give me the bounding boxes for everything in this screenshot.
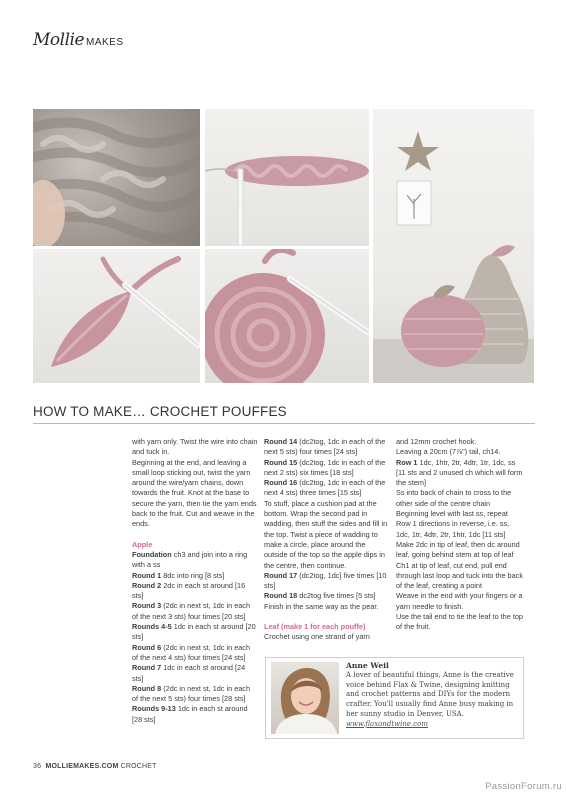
- row-text: 1dc in each st around [28 sts]: [132, 704, 248, 724]
- brand-logo: [33, 30, 124, 50]
- row-text: (dc2tog, 1dc in each of the next 2 sts) six times [18 sts]: [264, 457, 386, 477]
- brand-script: Mollie: [33, 30, 85, 50]
- watermark: PassionForum.ru: [485, 781, 562, 792]
- leaf-hook-illustration: [33, 249, 200, 383]
- apple-heading: Apple: [132, 539, 153, 549]
- row-label: Round 14: [264, 437, 298, 446]
- page-footer: [33, 763, 157, 770]
- leaf-intro: Crochet using one strand of yarn: [264, 632, 370, 642]
- avatar: [271, 662, 339, 734]
- footer-site: MOLLIEMAKES.COM: [45, 763, 119, 770]
- photo-leaf-hook: [33, 249, 200, 383]
- section-title: HOW TO MAKE… CROCHET POUFFES: [33, 404, 535, 424]
- col1-row-6: [132, 663, 258, 684]
- col2-row-1: [264, 437, 390, 458]
- photo-pouffes: [373, 109, 534, 383]
- pink-chain-illustration: [205, 109, 369, 246]
- brand-makes: MAKES: [86, 37, 124, 48]
- col3-p3: Ss into back of chain to cross to the other side of the centre chain: [396, 488, 512, 508]
- col1-row-3: [132, 601, 258, 622]
- footer-section: CROCHET: [120, 763, 157, 770]
- photo-pink-chain: [205, 109, 369, 246]
- foundation-label: Foundation: [132, 549, 172, 559]
- col2-row-5: [264, 591, 390, 601]
- row-text: (2dc in next st, 1dc in each of the next 4 sts) four times [24 sts]: [132, 642, 251, 662]
- col1-row-2: [132, 581, 258, 602]
- photo-grey-yarn: [33, 109, 200, 246]
- col3-p6: Ch1 at tip of leaf, cut end, pull end through last loop and tuck into the back of the leaf, creating a point: [396, 560, 523, 591]
- row-label: Round 6: [132, 642, 162, 652]
- row-label: Rounds 9-13: [132, 704, 176, 714]
- col3-p5: Make 2dc in tip of leaf, then dc around leaf, going behind stem at top of leaf: [396, 539, 520, 560]
- designer-portrait: [271, 662, 339, 734]
- col1-para2: Beginning at the end, and leaving a small loop sticking out, twist the yarn around the wire/yarn chains, down towards the fruit. Knot at the base to secure the yarn, then tie the yarn ends back to the fruit. Cut and weave in the ends.: [132, 457, 257, 529]
- row-label: Round 16: [264, 478, 298, 488]
- col1-row-4: [132, 622, 258, 643]
- photo-crochet-round: [205, 249, 369, 383]
- row-label: Round 2: [132, 580, 162, 590]
- col3-p4: Beginning level with last ss, repeat Row 1 directions in reverse, i.e. ss, 1dc, 1tr, 4dtr, 2tr, 1htr, 1dc [11 sts]: [396, 509, 510, 539]
- star-decoration: [397, 131, 439, 171]
- stuffing-text: To stuff, place a cushion pad at the bottom. Wrap the second pad in wadding, then stuff the sides and fill in the top. Twist a piece of wadding to make a circle, place around the outside of the top so the apple dips in the centre, then continue.: [264, 498, 388, 570]
- row-label: Round 8: [132, 683, 162, 693]
- row-text: (dc2tog, 1dc in each of the next 4 sts) three times [15 sts]: [264, 478, 386, 498]
- col1-row-7: [132, 684, 258, 705]
- designer-name: Anne Weil: [346, 661, 389, 670]
- row-label: Rounds 4-5: [132, 622, 172, 632]
- col1-row-1: [132, 571, 258, 581]
- row-label: Round 7: [132, 663, 162, 673]
- finish-text: Finish in the same way as the pear.: [264, 601, 379, 611]
- row-text: 2dc in each st around [16 sts]: [132, 580, 246, 601]
- row-text: (dc2tog, 1dc in each of the next 5 sts) four times [24 sts]: [264, 437, 386, 457]
- designer-website-link[interactable]: www.flaxandtwine.com: [346, 719, 429, 728]
- instructions-column-2: [264, 437, 390, 643]
- grey-yarn-illustration: [33, 109, 200, 246]
- col3-row-1: [396, 458, 524, 489]
- row-label: Round 18: [264, 591, 298, 601]
- instructions-column-3: [396, 437, 524, 633]
- col3-p7: Weave in the end with your fingers or a yarn needle to finish.: [396, 591, 523, 611]
- designer-description: A lover of beautiful things, Anne is the creative voice behind Flax & Twine, designing knitting and crochet patterns and DIYs for the modern crafter. You'll usually find Anne busy making in her sunny studio in Denver, USA.: [346, 670, 514, 718]
- instructions-column-1: [132, 437, 258, 725]
- col3-p8: Use the tail end to tie the leaf to the top of the fruit.: [396, 612, 523, 632]
- col1-row-5: [132, 643, 258, 664]
- row-text: 1dc in each st around [20 sts]: [132, 622, 256, 642]
- col3-p1: and 12mm crochet hook.: [396, 437, 477, 446]
- row-text: dc2tog five times [5 sts]: [297, 591, 376, 601]
- row-text: (dc2tog, 1dc] five times [10 sts]: [264, 570, 387, 591]
- col2-row-3: [264, 478, 390, 499]
- crochet-round-illustration: [205, 249, 369, 383]
- foundation-text: ch3 and join into a ring with a ss: [132, 549, 248, 570]
- designer-bio-box: [265, 657, 524, 739]
- row-label: Round 17: [264, 570, 298, 580]
- foundation-line: [132, 550, 258, 571]
- page-number: 36: [33, 763, 42, 770]
- row-text: 1dc, 1htr, 2tr, 4dtr, 1tr, 1dc, ss [11 sts and 2 unused ch which will form the stem]: [396, 457, 523, 488]
- row-label: Round 3: [132, 601, 162, 611]
- row-text: 8dc into ring [8 sts]: [161, 570, 225, 580]
- row-label: Row 1: [396, 457, 418, 467]
- row-text: (2dc in next st, 1dc in each of the next 5 sts) four times [28 sts]: [132, 683, 251, 704]
- bio-text-block: [346, 661, 518, 730]
- row-label: Round 1: [132, 570, 162, 580]
- col1-intro: with yarn only. Twist the wire into chain and tuck in.: [132, 437, 258, 457]
- col2-row-4: [264, 571, 390, 592]
- leaf-heading: Leaf (make 1 for each pouffe): [264, 622, 366, 632]
- row-text: 1dc in each st around [24 sts]: [132, 663, 246, 683]
- col1-row-8: [132, 704, 258, 725]
- col3-p2: Leaving a 20cm (7⅞") tail, ch14.: [396, 447, 501, 457]
- col2-row-2: [264, 458, 390, 479]
- pouffes-illustration: [373, 109, 534, 383]
- apple-pouffe: [401, 295, 485, 367]
- row-label: Round 15: [264, 457, 298, 467]
- row-text: (2dc in next st, 1dc in each of the next 3 sts) four times [20 sts]: [132, 601, 251, 621]
